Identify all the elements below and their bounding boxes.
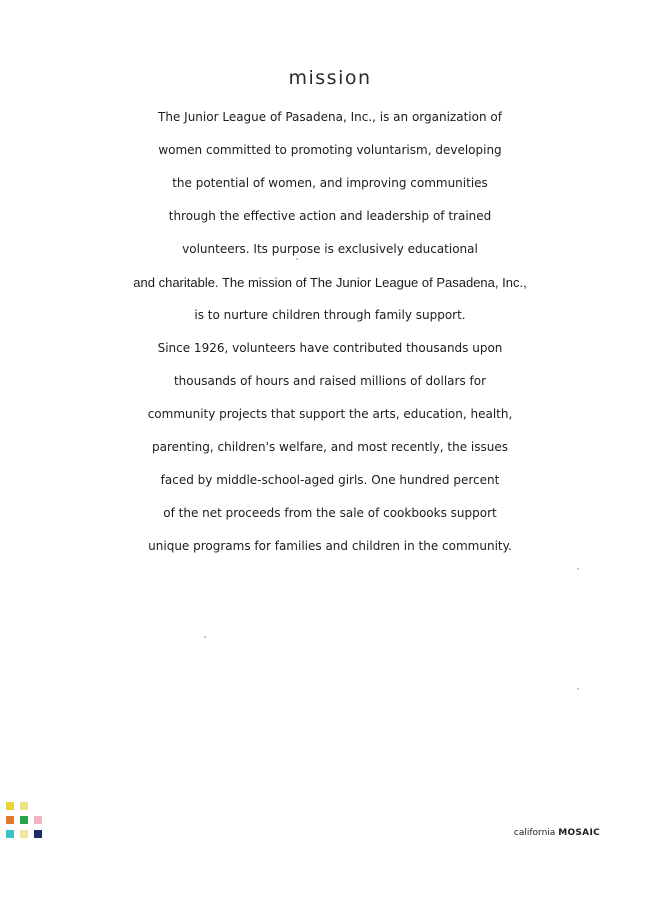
scan-speck	[204, 636, 206, 638]
paragraph-line: volunteers. Its purpose is exclusively educational	[182, 242, 478, 256]
mosaic-square	[6, 816, 14, 824]
paragraph-line: through the effective action and leadership of trained	[168, 209, 492, 223]
mosaic-square	[6, 830, 14, 838]
paragraph-line: is to nurture children through family support.	[194, 308, 466, 322]
paragraph-line: faced by middle-school-aged girls. One hundred percent	[160, 473, 500, 487]
paragraph-line: women committed to promoting voluntarism, developing	[158, 143, 502, 157]
mosaic-square	[20, 816, 28, 824]
mosaic-square	[20, 802, 28, 810]
page-title: mission	[288, 67, 372, 89]
mosaic-square	[20, 830, 28, 838]
mosaic-square	[34, 830, 42, 838]
scan-speck	[577, 568, 579, 570]
mosaic-square	[34, 816, 42, 824]
brand-prefix: california	[513, 828, 556, 838]
paragraph-line: the potential of women, and improving communities	[172, 176, 488, 190]
paragraph-line: and charitable. The mission of The Junior League of Pasadena, Inc.,	[133, 275, 527, 290]
mission-paragraph	[100, 101, 560, 563]
paragraph-line: thousands of hours and raised millions of dollars for	[173, 374, 487, 388]
paragraph-line: parenting, children's welfare, and most recently, the issues	[151, 440, 508, 454]
mosaic-square	[6, 802, 14, 810]
brand-wordmark	[470, 828, 600, 838]
paragraph-line: of the net proceeds from the sale of cookbooks support	[163, 506, 497, 520]
brand-name: MOSAIC	[558, 828, 600, 838]
paragraph-line: community projects that support the arts, education, health,	[147, 407, 513, 421]
scan-speck	[577, 688, 579, 690]
scan-speck	[296, 258, 298, 260]
paragraph-line: unique programs for families and children in the community.	[148, 539, 512, 553]
paragraph-line: Since 1926, volunteers have contributed thousands upon	[157, 341, 503, 355]
paragraph-line: The Junior League of Pasadena, Inc., is an organization of	[158, 110, 502, 124]
